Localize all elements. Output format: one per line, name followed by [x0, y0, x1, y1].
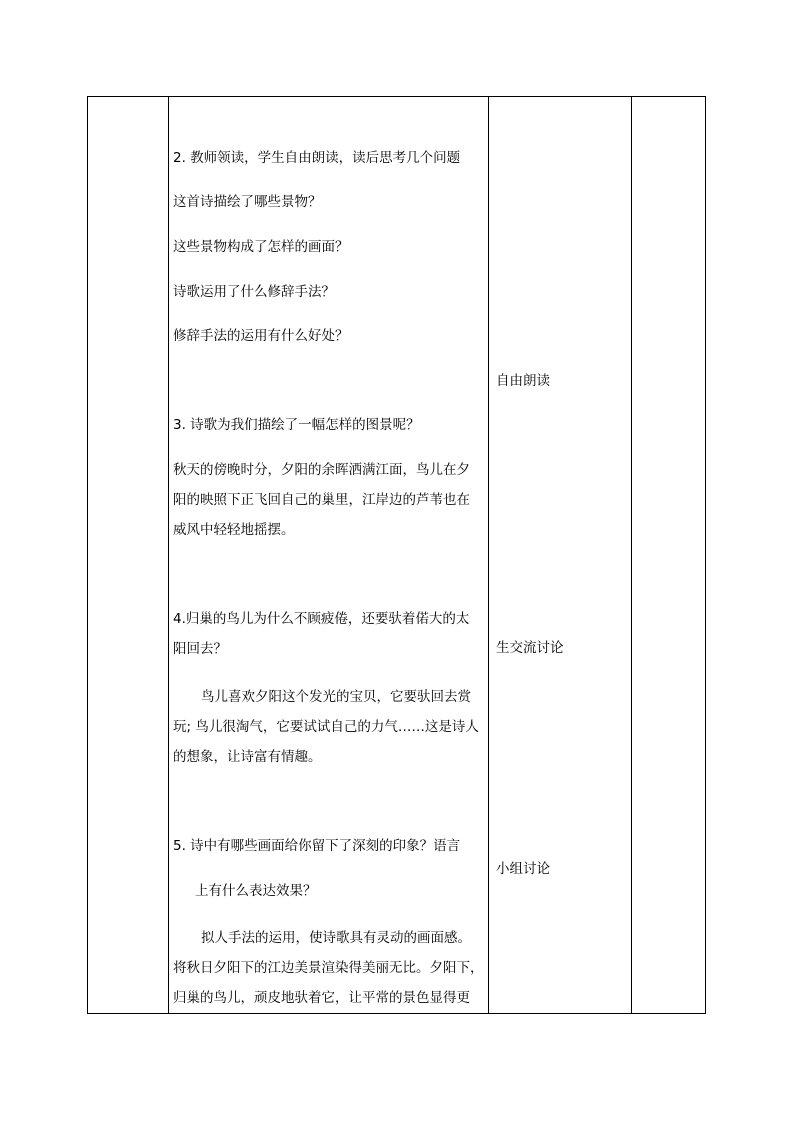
content-line: 诗歌运用了什么修辞手法？ — [173, 284, 335, 300]
lesson-table — [87, 96, 706, 1014]
content-line: 威风中轻轻地摇摆。 — [173, 522, 295, 538]
content-line: 修辞手法的运用有什么好处？ — [173, 328, 349, 344]
activity-label: 小组讨论 — [496, 861, 550, 877]
content-line: 将秋日夕阳下的江边美景渲染得美丽无比。夕阳下， — [173, 960, 484, 976]
content-line: 5. 诗中有哪些画面给你留下了深刻的印象？语言 — [173, 838, 461, 854]
content-line: 的想象，让诗富有情趣。 — [173, 749, 322, 765]
content-line: 这些景物构成了怎样的画面？ — [173, 239, 349, 255]
content-line: 2. 教师领读，学生自由朗读，读后思考几个问题 — [173, 150, 461, 166]
content-line: 玩; 鸟儿很淘气，它要试试自己的力气……这是诗人 — [173, 719, 479, 735]
column-divider — [168, 97, 169, 1013]
content-line: 鸟儿喜欢夕阳这个发光的宝贝，它要驮回去赏 — [201, 689, 471, 705]
column-divider — [488, 97, 489, 1013]
content-line: 归巢的鸟儿，顽皮地驮着它，让平常的景色显得更 — [173, 990, 470, 1006]
content-line: 秋天的傍晚时分，夕阳的余晖洒满江面，鸟儿在夕 — [173, 462, 470, 478]
content-line: 阳回去？ — [173, 641, 227, 657]
content-line: 这首诗描绘了哪些景物？ — [173, 194, 322, 210]
content-line: 4.归巢的鸟儿为什么不顾疲倦，还要驮着偌大的太 — [173, 611, 470, 627]
column-divider — [631, 97, 632, 1013]
content-line: 拟人手法的运用，使诗歌具有灵动的画面感。 — [201, 930, 471, 946]
content-line: 阳的映照下正飞回自己的巢里，江岸边的芦苇也在 — [173, 492, 470, 508]
activity-label: 生交流讨论 — [496, 640, 564, 656]
content-line: 3. 诗歌为我们描绘了一幅怎样的图景呢？ — [173, 417, 420, 433]
activity-label: 自由朗读 — [496, 373, 550, 389]
content-line: 上有什么表达效果？ — [195, 883, 317, 899]
